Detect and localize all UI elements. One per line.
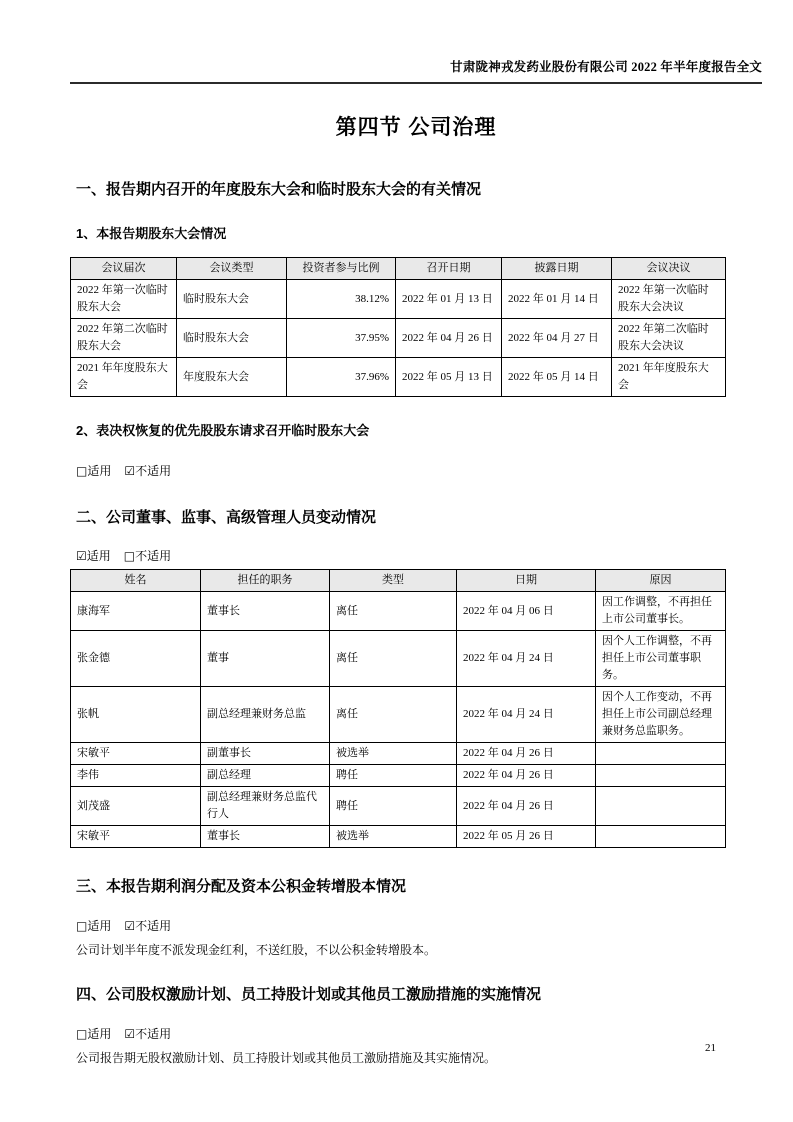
table-cell: 年度股东大会 [177, 358, 287, 397]
table-cell: 2022 年第二次临时股东大会决议 [612, 319, 726, 358]
shareholder-meetings-table [70, 257, 726, 397]
table-cell: 聘任 [330, 765, 457, 787]
column-header-date: 日期 [457, 570, 596, 592]
page-number: 21 [705, 1042, 716, 1054]
table-cell: 副总经理兼财务总监代行人 [201, 787, 330, 826]
table-cell: 2021 年年度股东大会 [612, 358, 726, 397]
table-row [71, 280, 726, 319]
personnel-changes-table [70, 569, 726, 848]
table-header-row [71, 258, 726, 280]
table-row [71, 687, 726, 743]
applicability-line [76, 1025, 762, 1042]
table-cell [596, 787, 726, 826]
table-row [71, 826, 726, 848]
table-cell: 聘任 [330, 787, 457, 826]
checkbox-not-applicable-checked: ☑不适用 [124, 464, 172, 478]
table-cell: 张金德 [71, 631, 201, 687]
column-header-meeting-session: 会议届次 [71, 258, 177, 280]
table-cell: 副总经理 [201, 765, 330, 787]
checkbox-not-applicable-unchecked: □不适用 [123, 549, 172, 563]
table-row [71, 592, 726, 631]
table-cell: 2022 年 05 月 26 日 [457, 826, 596, 848]
table-cell: 2022 年 04 月 24 日 [457, 687, 596, 743]
checkbox-applicable-unchecked: □适用 [76, 464, 112, 478]
checkbox-not-applicable-checked: ☑不适用 [124, 1027, 172, 1041]
table-cell: 2022 年 04 月 27 日 [502, 319, 612, 358]
column-header-disclosure-date: 披露日期 [502, 258, 612, 280]
table-cell: 2022 年 04 月 26 日 [457, 743, 596, 765]
table-cell [596, 743, 726, 765]
table-cell: 董事长 [201, 592, 330, 631]
table-cell: 董事 [201, 631, 330, 687]
table-cell: 2022 年 04 月 24 日 [457, 631, 596, 687]
table-cell: 2022 年 04 月 26 日 [457, 765, 596, 787]
table-cell [596, 826, 726, 848]
applicability-line [76, 547, 762, 564]
page-title: 第四节 公司治理 [335, 116, 497, 139]
table-cell: 38.12% [287, 280, 396, 319]
table-cell: 康海军 [71, 592, 201, 631]
table-cell: 2022 年第一次临时股东大会决议 [612, 280, 726, 319]
table-cell [596, 765, 726, 787]
section-1-heading: 一、报告期内召开的年度股东大会和临时股东大会的有关情况 [76, 181, 482, 198]
table-cell: 李伟 [71, 765, 201, 787]
table-cell: 张帆 [71, 687, 201, 743]
table-cell: 宋敏平 [71, 743, 201, 765]
table-cell: 2021 年年度股东大会 [71, 358, 177, 397]
table-cell: 因个人工作调整，不再担任上市公司董事职务。 [596, 631, 726, 687]
checkbox-applicable-unchecked: □适用 [76, 919, 112, 933]
table-cell: 2022 年 04 月 26 日 [457, 787, 596, 826]
section-2-heading: 二、公司董事、监事、高级管理人员变动情况 [76, 509, 377, 526]
column-header-meeting-resolution: 会议决议 [612, 258, 726, 280]
table-row [71, 765, 726, 787]
section-4-paragraph: 公司报告期无股权激励计划、员工持股计划或其他员工激励措施及其实施情况。 [76, 1051, 497, 1065]
section-3-heading: 三、本报告期利润分配及资本公积金转增股本情况 [76, 878, 407, 895]
table-cell: 被选举 [330, 743, 457, 765]
section-4-heading: 四、公司股权激励计划、员工持股计划或其他员工激励措施的实施情况 [76, 986, 542, 1003]
section-1-sub-2-heading: 2、表决权恢复的优先股股东请求召开临时股东大会 [76, 423, 370, 438]
table-row [71, 358, 726, 397]
checkbox-applicable-checked: ☑适用 [76, 549, 111, 563]
table-cell: 2022 年第二次临时股东大会 [71, 319, 177, 358]
table-cell: 副总经理兼财务总监 [201, 687, 330, 743]
applicability-line [76, 462, 762, 479]
applicability-line [76, 917, 762, 934]
column-header-investor-participation: 投资者参与比例 [287, 258, 396, 280]
table-cell: 宋敏平 [71, 826, 201, 848]
table-cell: 临时股东大会 [177, 319, 287, 358]
table-cell: 离任 [330, 631, 457, 687]
table-cell: 2022 年 04 月 06 日 [457, 592, 596, 631]
table-row [71, 743, 726, 765]
checkbox-not-applicable-checked: ☑不适用 [124, 919, 172, 933]
table-cell: 37.95% [287, 319, 396, 358]
table-cell: 2022 年 01 月 13 日 [396, 280, 502, 319]
table-cell: 2022 年 01 月 14 日 [502, 280, 612, 319]
document-header: 甘肃陇神戎发药业股份有限公司 2022 年半年度报告全文 [70, 57, 762, 84]
column-header-reason: 原因 [596, 570, 726, 592]
table-cell: 2022 年 04 月 26 日 [396, 319, 502, 358]
checkbox-applicable-unchecked: □适用 [76, 1027, 112, 1041]
column-header-name: 姓名 [71, 570, 201, 592]
table-cell: 2022 年 05 月 13 日 [396, 358, 502, 397]
column-header-position: 担任的职务 [201, 570, 330, 592]
table-row [71, 319, 726, 358]
table-cell: 刘茂盛 [71, 787, 201, 826]
table-row [71, 787, 726, 826]
table-cell: 副董事长 [201, 743, 330, 765]
table-row [71, 631, 726, 687]
table-cell: 董事长 [201, 826, 330, 848]
table-cell: 因工作调整，不再担任上市公司董事长。 [596, 592, 726, 631]
section-1-sub-1-heading: 1、本报告期股东大会情况 [76, 226, 227, 241]
table-cell: 2022 年第一次临时股东大会 [71, 280, 177, 319]
table-header-row [71, 570, 726, 592]
column-header-meeting-type: 会议类型 [177, 258, 287, 280]
table-cell: 离任 [330, 592, 457, 631]
table-cell: 2022 年 05 月 14 日 [502, 358, 612, 397]
table-cell: 因个人工作变动，不再担任上市公司副总经理兼财务总监职务。 [596, 687, 726, 743]
section-3-paragraph: 公司计划半年度不派发现金红利，不送红股，不以公积金转增股本。 [76, 943, 437, 957]
table-cell: 临时股东大会 [177, 280, 287, 319]
table-cell: 被选举 [330, 826, 457, 848]
column-header-change-type: 类型 [330, 570, 457, 592]
table-cell: 37.96% [287, 358, 396, 397]
column-header-convene-date: 召开日期 [396, 258, 502, 280]
table-cell: 离任 [330, 687, 457, 743]
